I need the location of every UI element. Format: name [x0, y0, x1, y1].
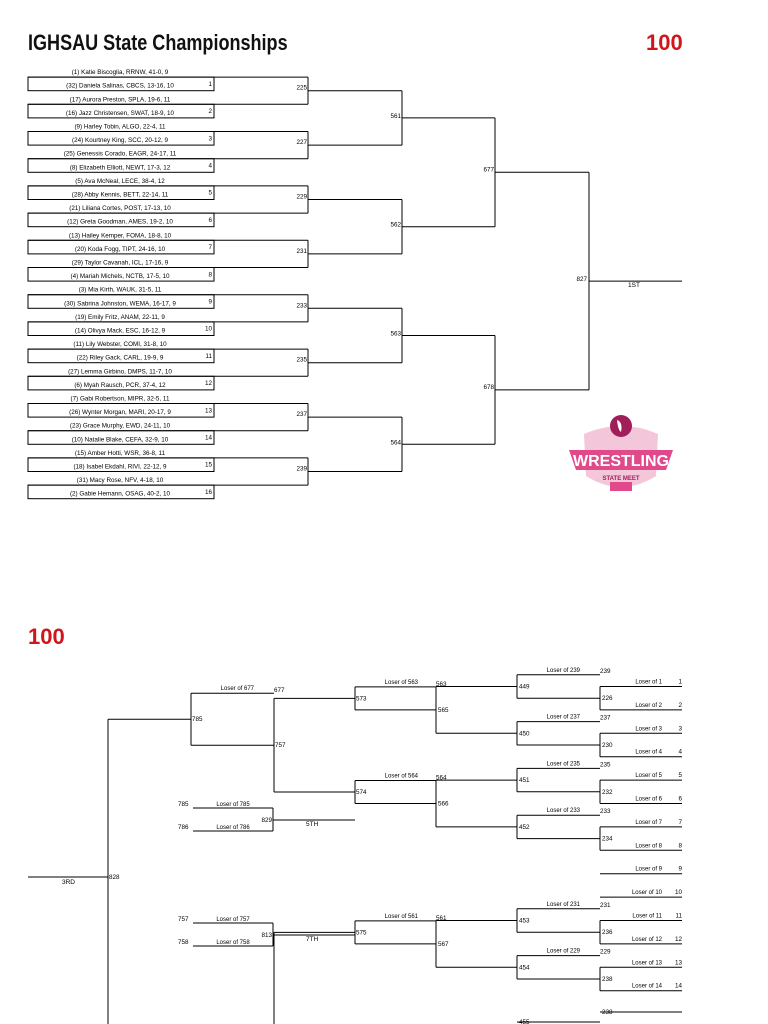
- bout-number: 233: [296, 302, 307, 310]
- entrant-name: (19) Emily Fritz, ANAM, 22-11, 9: [75, 313, 165, 321]
- bout-number: 229: [600, 948, 611, 956]
- loser-label: Loser of 11: [632, 913, 662, 920]
- bout-number: 15: [204, 461, 212, 469]
- entrant-name: (21) Liliana Cortes, POST, 17-13, 10: [69, 205, 171, 213]
- seed-number: 13: [674, 959, 682, 967]
- bout-number: 7: [208, 244, 212, 252]
- bout-number: 226: [602, 695, 613, 703]
- entrant-name: (16) Jazz Christensen, SWAT, 18-9, 10: [65, 109, 175, 117]
- entrant-name: (13) Hailey Kemper, FOMA, 18-8, 10: [68, 232, 172, 240]
- bout-number: 827: [576, 276, 587, 284]
- loser-label: Loser of 233: [546, 808, 580, 815]
- loser-label: Loser of 758: [216, 940, 250, 946]
- bout-number: 230: [602, 742, 613, 749]
- bout-number: 574: [356, 789, 367, 796]
- loser-label: Loser of 564: [384, 773, 418, 780]
- entrant-name: (24) Kourtney King, SCC, 20-12, 9: [72, 137, 168, 145]
- bout-number: 235: [296, 356, 307, 364]
- bout-number: 238: [602, 976, 613, 983]
- seed-number: 5: [678, 772, 682, 780]
- bout-number: 677: [483, 166, 494, 174]
- page-title: IGHSAU State Championships: [28, 30, 288, 55]
- loser-label: Loser of 7: [635, 819, 662, 826]
- loser-label: Loser of 229: [546, 948, 580, 955]
- bout-number: 567: [438, 940, 449, 948]
- bout-number: 564: [390, 439, 401, 447]
- bout-number: 757: [275, 742, 286, 750]
- bout-number: 452: [519, 823, 530, 831]
- seed-number: 6: [678, 795, 682, 803]
- bout-number: 6: [208, 216, 212, 224]
- entrant-name: (6) Myah Rausch, PCR, 37-4, 12: [74, 381, 166, 389]
- loser-label: Loser of 3: [635, 726, 662, 733]
- bout-number: 229: [296, 193, 307, 201]
- bout-number: 813: [261, 932, 272, 939]
- loser-label: Loser of 4: [635, 749, 662, 756]
- seed-number: 9: [678, 865, 682, 873]
- bout-number: 564: [436, 774, 447, 782]
- bout-number: 11: [205, 352, 212, 360]
- bout-number: 566: [438, 800, 449, 808]
- bout-number: 1: [208, 80, 212, 88]
- bout-number: 239: [296, 465, 307, 473]
- seed-number: 1: [678, 678, 682, 686]
- bout-number: 13: [204, 407, 212, 415]
- bout-number: 239: [600, 667, 611, 675]
- entrant-name: (10) Natalie Blake, CEFA, 32-9, 10: [71, 436, 169, 444]
- bout-number: 829: [261, 817, 272, 824]
- bout-number: 563: [436, 680, 447, 688]
- bout-number: 9: [208, 298, 212, 306]
- loser-label: Loser of 231: [546, 901, 580, 908]
- bout-number: 12: [204, 380, 212, 388]
- entrant-name: (9) Harley Tobin, ALGO, 22-4, 11: [74, 123, 166, 131]
- entrant-name: (3) Mia Kirth, WAUK, 31-5, 11: [78, 286, 162, 294]
- entrant-name: (18) Isabel Ekdahl, RIVI, 22-12, 9: [73, 463, 167, 471]
- loser-label: Loser of 785: [216, 802, 250, 808]
- loser-label: Loser of 6: [635, 796, 662, 803]
- loser-label: Loser of 8: [635, 843, 662, 850]
- bout-number: 3: [208, 135, 212, 143]
- entrant-name: (27) Lemma Girbino, DMPS, 11-7, 10: [68, 368, 172, 376]
- bout-number: 450: [519, 730, 530, 738]
- seed-number: 7: [678, 818, 682, 826]
- bout-number: 10: [204, 325, 212, 333]
- weight-class: 100: [646, 30, 683, 55]
- bout-number: 455: [519, 1019, 530, 1024]
- bout-number: 225: [296, 84, 307, 92]
- bout-number: 454: [519, 964, 530, 972]
- bout-number: 231: [600, 901, 611, 909]
- entrant-name: (1) Katie Biscoglia, RRNW, 41-0, 9: [71, 69, 169, 77]
- bout-number: 227: [296, 139, 307, 147]
- bout-number: 575: [356, 929, 367, 937]
- entrant-name: (2) Gabie Hemann, OSAG, 40-2, 10: [69, 490, 171, 498]
- bout-number: 5: [208, 189, 212, 197]
- bout-number: 562: [390, 221, 401, 229]
- bout-number: 786: [178, 824, 189, 831]
- seed-number: 11: [675, 912, 682, 920]
- entrant-name: (15) Amber Hotti, WSR, 36-8, 11: [74, 449, 166, 457]
- entrant-name: (31) Macy Rose, NFV, 4-18, 10: [76, 477, 164, 485]
- seed-number: 10: [674, 889, 682, 897]
- entrant-name: (25) Genessis Corado, EAGR, 24-17, 11: [63, 150, 177, 158]
- loser-label: Loser of 563: [384, 679, 418, 686]
- bout-number: 758: [178, 939, 189, 946]
- entrant-name: (30) Sabrina Johnston, WEMA, 16-17, 9: [64, 300, 176, 308]
- entrant-name: (32) Daniela Salinas, CBCS, 13-16, 10: [66, 82, 174, 90]
- seed-number: 8: [678, 842, 682, 850]
- bout-number: 678: [483, 383, 494, 391]
- bout-number: 573: [356, 695, 367, 703]
- bout-number: 236: [602, 929, 613, 937]
- entrant-name: (20) Koda Fogg, TIPT, 24-16, 10: [74, 245, 166, 253]
- entrant-name: (23) Grace Murphy, EWD, 24-11, 10: [69, 422, 171, 430]
- loser-label: Loser of 9: [635, 866, 662, 873]
- seed-number: 12: [674, 935, 682, 943]
- bout-number: 234: [602, 835, 613, 843]
- svg-text:WRESTLING: WRESTLING: [573, 453, 669, 470]
- bout-number: 238: [602, 1009, 613, 1016]
- bout-number: 451: [519, 777, 530, 785]
- place-label: 3RD: [62, 879, 76, 886]
- loser-label: Loser of 1: [635, 679, 662, 686]
- bout-number: 14: [204, 434, 212, 442]
- place-label: 1ST: [628, 282, 640, 290]
- bout-number: 237: [600, 714, 611, 722]
- loser-label: Loser of 5: [635, 773, 662, 780]
- entrant-name: (14) Olivya Mack, ESC, 16-12, 9: [74, 327, 166, 335]
- entrant-name: (22) Riley Gack, CARL, 19-9, 9: [76, 354, 164, 362]
- bout-number: 237: [296, 411, 307, 419]
- entrant-name: (4) Mariah Michels, NCTB, 17-5, 10: [70, 273, 170, 281]
- bout-number: 677: [274, 687, 285, 695]
- bout-number: 561: [390, 112, 401, 120]
- loser-label: Loser of 10: [631, 890, 662, 897]
- bout-number: 4: [208, 162, 212, 170]
- bout-number: 16: [204, 488, 212, 496]
- bout-number: 2: [208, 108, 212, 116]
- bout-number: 561: [436, 914, 447, 922]
- loser-label: Loser of 239: [546, 667, 580, 674]
- loser-label: Loser of 237: [546, 714, 580, 721]
- entrant-name: (29) Taylor Cavanah, ICL, 17-16, 9: [71, 259, 169, 267]
- loser-label: Loser of 2: [635, 702, 662, 709]
- entrant-name: (26) Wynter Morgan, MARI, 20-17, 9: [69, 409, 171, 417]
- bout-number: 8: [208, 271, 212, 279]
- place-label: 7TH: [306, 936, 319, 943]
- loser-label: Loser of 786: [216, 825, 250, 831]
- bout-number: 232: [602, 788, 613, 796]
- bout-number: 231: [296, 247, 307, 255]
- bout-number: 453: [519, 917, 530, 925]
- seed-number: 2: [678, 701, 682, 709]
- entrant-name: (5) Ava McNeal, LECE, 38-4, 12: [75, 177, 165, 185]
- entrant-name: (11) Lily Webster, COMI, 31-8, 10: [73, 341, 167, 349]
- loser-label: Loser of 13: [631, 960, 662, 967]
- place-label: 5TH: [306, 821, 319, 828]
- bout-number: 235: [600, 761, 611, 769]
- seed-number: 3: [678, 725, 682, 733]
- svg-text:STATE MEET: STATE MEET: [602, 476, 640, 482]
- weight-class-consolation: 100: [28, 624, 65, 649]
- entrant-name: (8) Elizabeth Elliott, NEWT, 17-3, 12: [69, 164, 171, 172]
- bout-number: 563: [390, 330, 401, 338]
- entrant-name: (28) Abby Kennis, BETT, 22-14, 11: [71, 191, 169, 199]
- bout-number: 233: [600, 808, 611, 816]
- entrant-name: (7) Gabi Robertson, MIPR, 32-5, 11: [70, 395, 170, 403]
- loser-label: Loser of 12: [631, 936, 662, 943]
- loser-label: Loser of 677: [220, 686, 254, 693]
- loser-label: Loser of 757: [216, 917, 250, 923]
- seed-number: 14: [674, 982, 682, 990]
- entrant-name: (12) Greta Goodman, AMES, 19-2, 10: [67, 218, 173, 226]
- bout-number: 828: [109, 874, 120, 881]
- loser-label: Loser of 235: [546, 761, 580, 768]
- loser-label: Loser of 561: [384, 913, 418, 920]
- seed-number: 4: [678, 748, 682, 756]
- bout-number: 449: [519, 683, 530, 691]
- entrant-name: (17) Aurora Preston, SPLA, 19-6, 11: [69, 96, 171, 104]
- bout-number: 565: [438, 706, 449, 714]
- bout-number: 757: [178, 916, 189, 923]
- bout-number: 785: [178, 801, 189, 808]
- bout-number: 785: [192, 716, 203, 724]
- loser-label: Loser of 14: [631, 983, 662, 990]
